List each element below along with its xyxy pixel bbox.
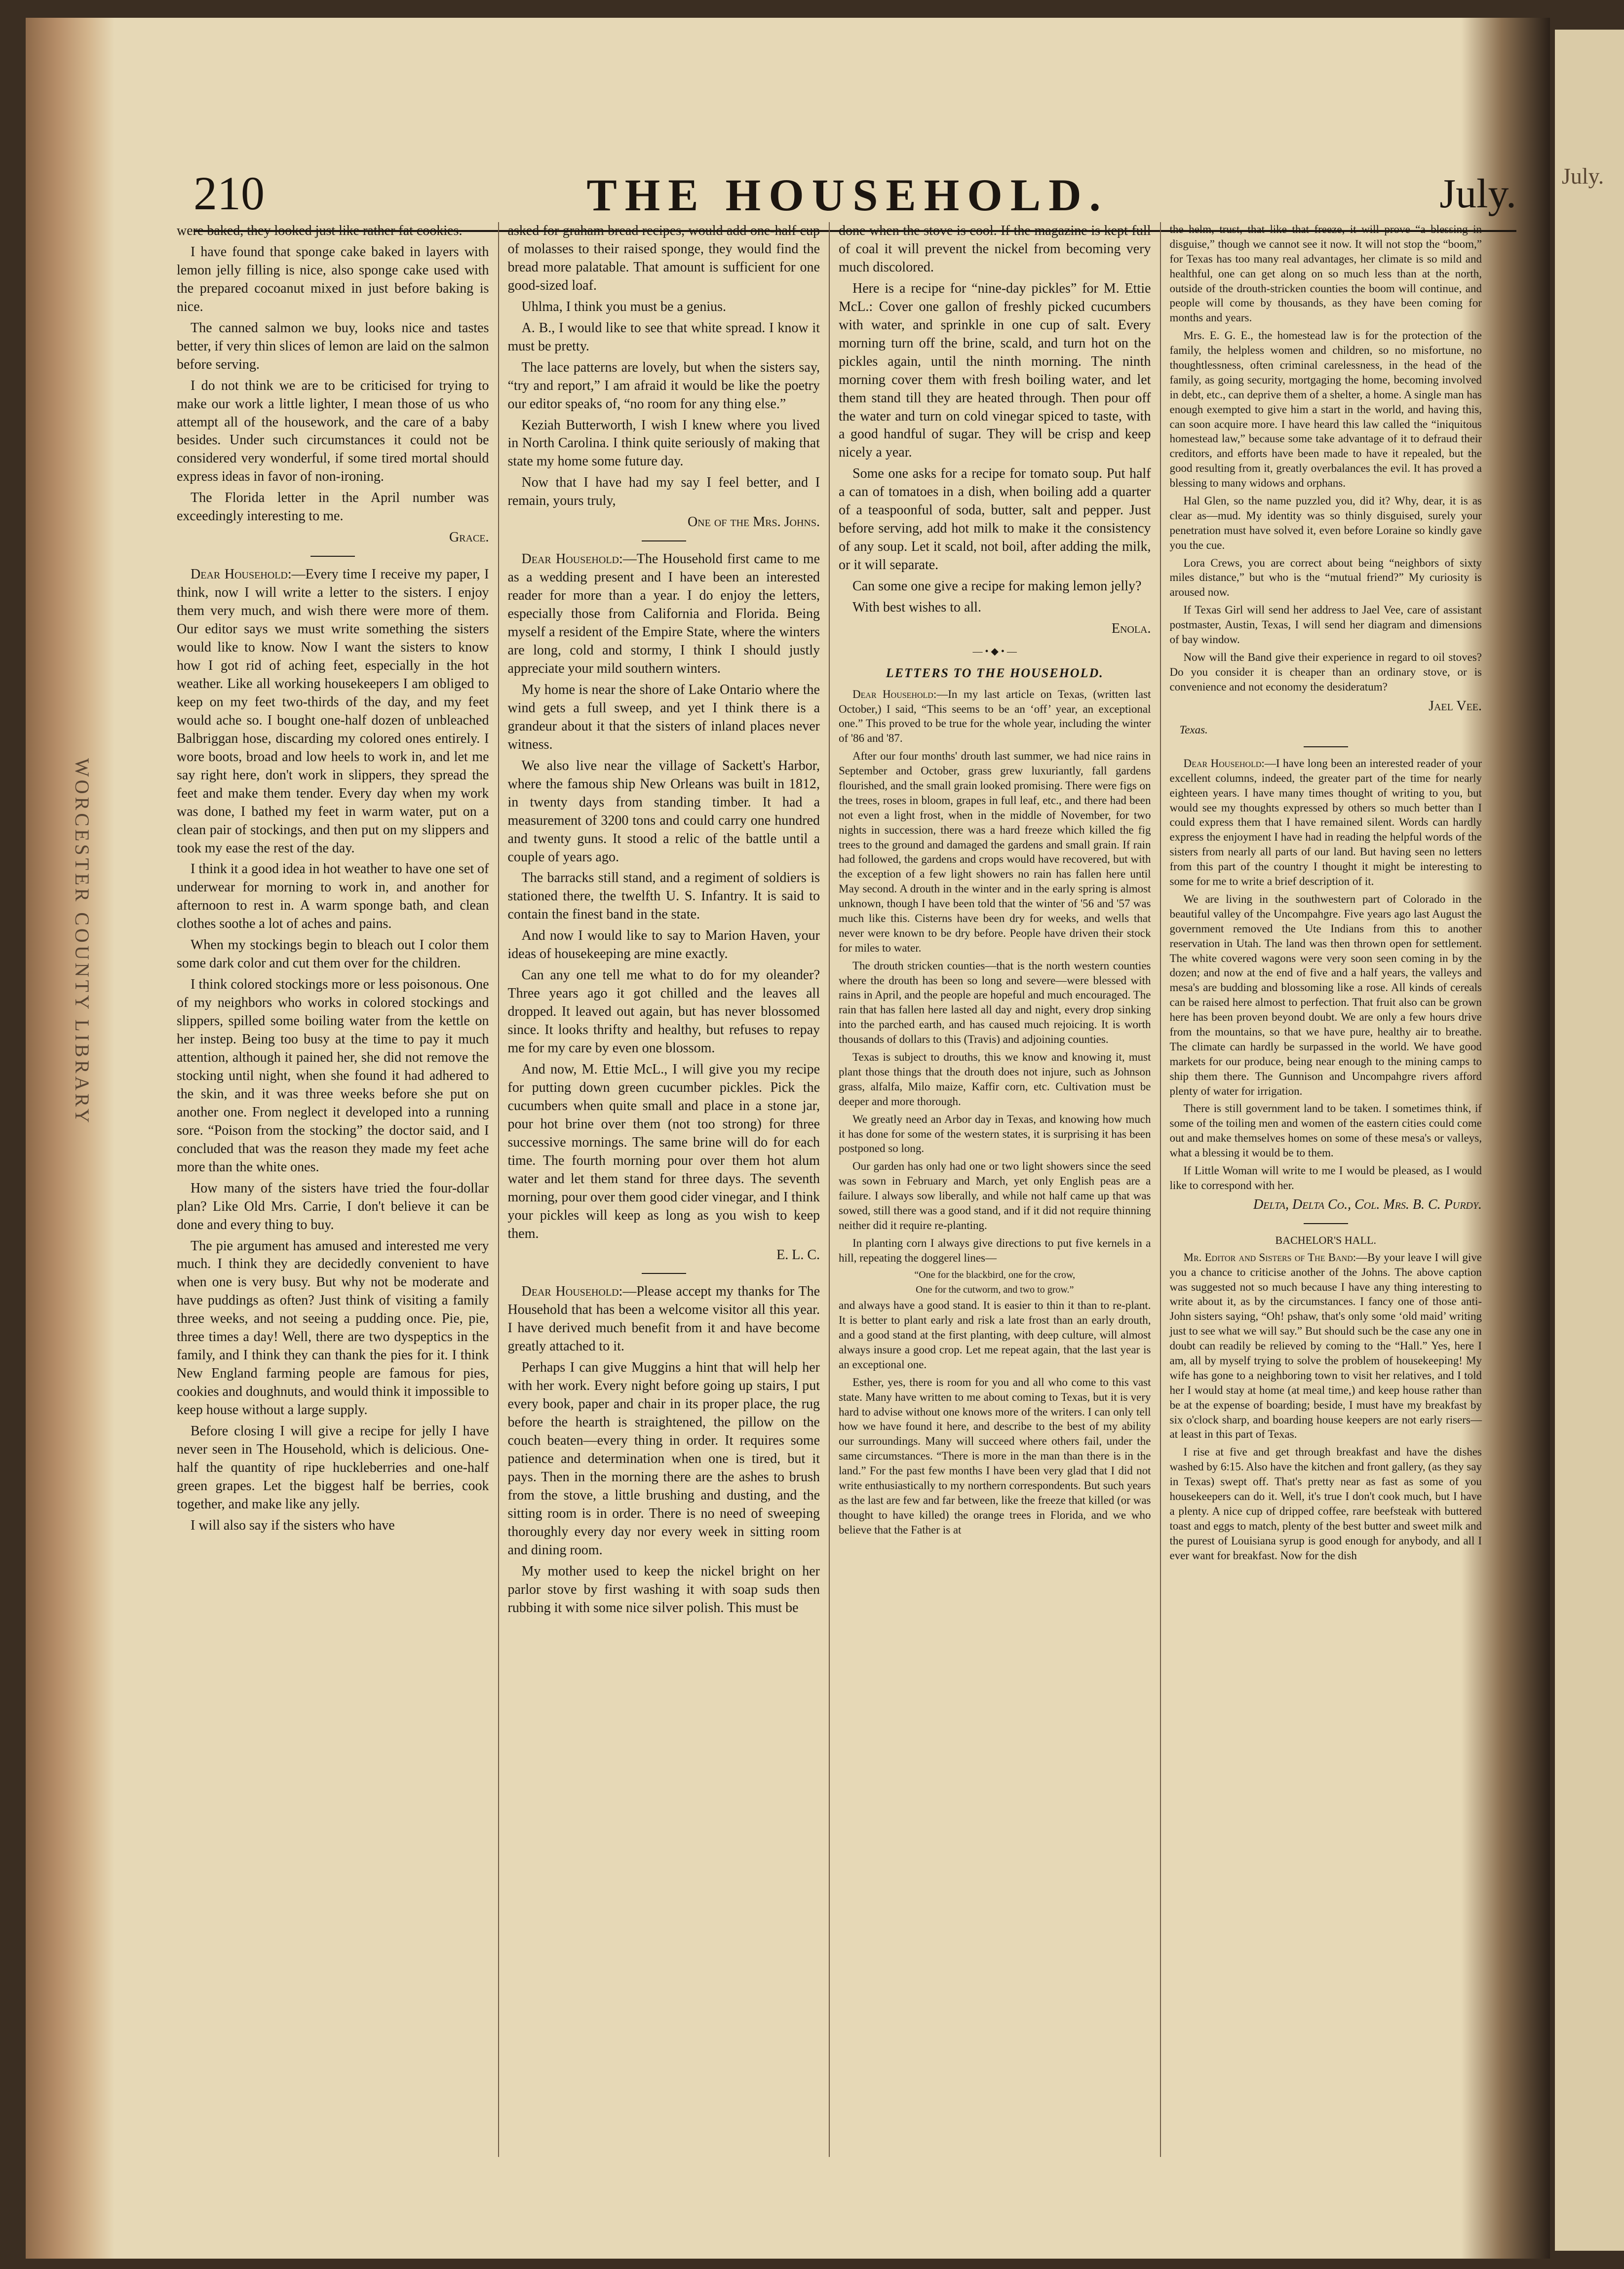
paragraph: I will also say if the sisters who have xyxy=(191,1517,395,1533)
paragraph: Here is a recipe for “nine-day pickles” for M. Ettie McL.: Cover one gallon of freshly picked cucumbers with water, and sprinkle in one cup of salt. Every morning turn off the brine, scald, and turn hot on the pickles again, until the ninth morning. The ninth morning cover them with fresh boiling water, and let them stand till they are heated through. Then pour off the water and turn on cold vinegar spiced to taste, with a good handful of sugar. They will be crisp and keep nicely a year. xyxy=(839,280,1151,461)
paragraph: There is still government land to be taken. I sometimes think, if some of the toiling men and women of the eastern cities could come out and make themselves homes on some of these mesa's or valleys, what a blessing it would be to them. xyxy=(1169,1102,1482,1159)
letter-opening xyxy=(1170,1250,1482,1442)
paragraph: Now that I have had my say I feel better, and I remain, yours truly, xyxy=(507,475,820,509)
paragraph: I think colored stockings more or less poisonous. One of my neighbors who works in colored stockings and slippers, spilled some boiling water from the kettle on her instep. Being too busy at the time to pay it much attention, although it pained her, she did not remove the stocking until night, when she found it had adhered to the skin, and it was three weeks before she put on another one. From neglect it developed into a running sore. “Poison from the stocking” the doctor said, and I concluded that was the reason they made my feet ache more than the white ones. xyxy=(177,977,489,1175)
paragraph: Now will the Band give their experience in regard to oil stoves? Do you consider it is cheaper than an ordinary stove, or is convenience and not economy the desideratum? xyxy=(1169,651,1482,693)
paragraph: My home is near the shore of Lake Ontario where the wind gets a full sweep, and yet I think there is a grandeur about it that the sisters of inland places never witness. xyxy=(507,682,820,752)
column-1 xyxy=(168,222,498,2157)
paragraph: The Florida letter in the April number was exceedingly interesting to me. xyxy=(177,490,489,524)
paragraph: Uhlma, I think you must be a genius. xyxy=(521,299,727,314)
paragraph-text: —The Household first came to me as a wedding present and I have been an interested reader for more than a year. I do enjoy the letters, especially those from California and Florida. Being myself a resident of the Empire State, where the winters are long, cold and stormy, I think I should justly appreciate your mild southern winters. xyxy=(507,551,820,676)
article-columns xyxy=(168,222,1491,2157)
paragraph: Can any one tell me what to do for my oleander? Three years ago it got chilled and the leaves all dropped. It leaved out again, but has never blossomed since. It looks thrifty and healthy, but refuses to repay me for my care by even one blossom. xyxy=(507,967,820,1056)
paragraph: The drouth stricken counties—that is the north western counties where the drouth has been so long and severe—were blessed with rains in April, and the people are hopeful and much encouraged. The rain that has fallen here lasted all day and night, every drop sinking into the parched earth, and has caused much rejoicing. It is worth thousands of dollars to this (Travis) and adjoining counties. xyxy=(839,959,1151,1046)
paragraph: I rise at five and get through breakfast and have the dishes washed by 6:15. Also have the kitchen and front gallery, (as they say in Texas) swept off. That's pretty near as fast as some of you housekeepers can do it. Well, it's true I don't cook much, but I have a plenty. A nice cup of dripped coffee, rare beefsteak with buttered toast and eggs to match, plenty of the best butter and sweet milk and the purest of Louisiana syrup is good enough for anybody, and all I ever want for breakfast. Now for the dish xyxy=(1169,1446,1482,1562)
paragraph: The canned salmon we buy, looks nice and tastes better, if very thin slices of lemon are laid on the salmon before serving. xyxy=(177,320,489,372)
paragraph: A. B., I would like to see that white spread. I know it must be pretty. xyxy=(507,320,820,354)
paragraph: The barracks still stand, and a regiment of soldiers is stationed there, the twelfth U. S. Infantry. It is said to contain the finest band in the state. xyxy=(507,870,820,923)
paragraph: and always have a good stand. It is easier to thin it than to re-plant. It is better to plant early and risk a late frost than an early drouth, and a good stand at the first planting, with deep culture, will almost always insure a good crop. Let me repeat again, that the last year is an exceptional one. xyxy=(839,1299,1151,1371)
paragraph: If Texas Girl will send her address to Jael Vee, care of assistant postmaster, Austin, Texas, I will send her diagram and dimensions of bay window. xyxy=(1169,604,1482,646)
paragraph: Hal Glen, so the name puzzled you, did it? Why, dear, it is as clear as—mud. My identity was so thinly disguised, surely your penetration must have solved it, even before Loraine so kindly gave you the cue. xyxy=(1169,495,1482,551)
paragraph: And now, M. Ettie McL., I will give you my recipe for putting down green cucumber pickles. Pick the cucumbers when quite small and place in a stone jar, pour hot brine over them (not too strong) for three successive mornings. The same brine will do for each time. The fourth morning pour over them hot alum water and let them stand for three days. The seventh morning, pour over them good cider vinegar, and I think your pickles will keep as long as you wish to keep them. xyxy=(507,1061,820,1241)
paragraph: the helm, trust, that like that freeze, it will prove “a blessing in disguise,” though we cannot see it now. It will not stop the “boom,” for Texas has too many real advantages, her climate is so mild and healthful, one can get along on so much less than at the north, outside of the drouth-stricken counties the boom will continue, and people will come by thousands, as they have been coming for months and years. xyxy=(1169,223,1482,324)
letter-signature: Delta, Delta Co., Col. Mrs. B. C. Purdy. xyxy=(1253,1196,1482,1212)
letter-opening xyxy=(839,687,1151,746)
paragraph-text: —I have long been an interested reader of your excellent columns, indeed, the greater part of the time for nearly eighteen years. I have many times thought of writing to you, but would see my thoughts expressed by others so much better than I could express them that I have remained silent. Words can hardly express the enjoyment I have had in reading the helpful words of the sisters from nearly all parts of our land. But having seen no letters from this part of the country I thought it might be interesting to some for me to write a brief description of it. xyxy=(1169,757,1482,888)
book-binding xyxy=(26,18,115,2259)
paragraph: Our garden has only had one or two light showers since the seed was sown in February and March, yet only English peas are a failure. I always sow liberally, and while not half came up that was sowed, still there was a good stand, and if it did not require thinning neither did it require re-planting. xyxy=(839,1160,1151,1231)
paragraph-text: —In my last article on Texas, (written last October,) I said, “This seems to be an ‘off’ year, an exceptional one.” This proved to be true for the whole year, including the winter of '86 and '87. xyxy=(839,688,1151,745)
small-print-letter xyxy=(839,687,1151,1538)
adjacent-page-header: July. xyxy=(1562,163,1604,189)
masthead-title: THE HOUSEHOLD. xyxy=(586,170,1109,220)
paragraph: I do not think we are to be criticised for trying to make our work a little lighter, I mean those of us who attempt all of the housework, and the care of a baby besides. Under such circumstances it could not be considered very wonderful, if some tired mortal should express ideas in favor of non-ironing. xyxy=(177,378,489,485)
letter-salutation: Dear Household: xyxy=(1183,757,1265,769)
paragraph: Esther, yes, there is room for you and all who come to this vast state. Many have written to me about coming to Texas, but it is very hard to advise without one knows more of the writers. I can only tell how we have found it here, and describe to the best of my ability our surroundings. Many will succeed where others fail, under the same circumstances. “There is more in the man than there is in the land.” For the past few months I have been very glad that I did not write enthusiastically to my northern correspondents. But such years as the last are few and far between, like the freeze that killed (or was thought to have killed) the orange trees in Florida, and we who believe that the Father is at xyxy=(839,1376,1151,1536)
letter-signature: E. L. C. xyxy=(776,1247,820,1263)
paragraph: In planting corn I always give directions to put five kernels in a hill, repeating the doggerel lines— xyxy=(839,1236,1151,1264)
paragraph: We greatly need an Arbor day in Texas, and knowing how much it has done for some of the western states, it is surprising it has been postponed so long. xyxy=(839,1113,1151,1155)
letter-opening xyxy=(508,550,820,678)
page-header xyxy=(174,166,1521,230)
paragraph-text: —Please accept my thanks for The Household that has been a welcome visitor all this year. I have derived much benefit from it and have become greatly attached to it. xyxy=(507,1284,820,1354)
paragraph: Lora Crews, you are correct about being “neighbors of sixty miles distance,” but who is the “mutual friend?” My curiosity is aroused now. xyxy=(1169,556,1482,599)
issue-month: July. xyxy=(1439,171,1516,217)
paragraph: And now I would like to say to Marion Haven, your ideas of housekeeping are mine exactly. xyxy=(507,928,820,962)
column-3 xyxy=(829,222,1160,2157)
section-divider xyxy=(642,1273,686,1274)
letter-salutation: Dear Household: xyxy=(521,551,623,567)
letter-signature: One of the Mrs. Johns. xyxy=(687,514,820,530)
paragraph: If Little Woman will write to me I would be pleased, as I would like to correspond with her. xyxy=(1169,1164,1482,1192)
paragraph: Some one asks for a recipe for tomato soup. Put half a can of tomatoes in a dish, when boiling add a quarter of a teaspoonful of soda, butter, salt and pepper. Just before serving, add hot milk to make it the consistency of any soup. Let it scald, not boil, after adding the milk, or it will separate. xyxy=(839,466,1151,573)
paragraph: My mother used to keep the nickel bright on her parlor stove by first washing it with soap suds then rubbing it with some nice silver polish. This must be xyxy=(507,1563,820,1615)
paragraph: The pie argument has amused and interested me very much. I think they are decidedly convenient to have when one is very busy. But why not be moderate and have puddings as often? Just think of visiting a family three weeks, and not seeing a pudding once. Pie, pie, three times a day! Well, there are two dyspeptics in the family, and I think they can thank the pies for it. I think New England farming people are famous for pies, cookies and doughnuts, and would think it impossible to keep house without a large supply. xyxy=(177,1238,489,1418)
paragraph: With best wishes to all. xyxy=(852,600,981,615)
section-divider xyxy=(642,540,686,541)
ornament-divider: — • ◆ • — xyxy=(972,646,1017,657)
paragraph: Perhaps I can give Muggins a hint that will help her with her work. Every night before going up stairs, I put every book, paper and chair in its proper place, the rug before the hearth is straightened, the pillow on the couch beaten—every thing in order. It requires some patience and determination when one is tired, but it pays. Then in the morning there are the ashes to brush from the stove, a little brushing and dusting, and the sitting room is in order. There is no need of sweeping thoroughly every day nor every week in sitting room and dining room. xyxy=(507,1360,820,1558)
section-divider xyxy=(1304,746,1348,747)
section-heading: LETTERS TO THE HOUSEHOLD. xyxy=(886,666,1104,681)
section-divider xyxy=(1304,1223,1348,1224)
signature-place: Texas. xyxy=(1179,723,1208,736)
letter-salutation: Dear Household: xyxy=(191,567,292,582)
paragraph: We also live near the village of Sackett's Harbor, where the famous ship New Orleans was built in 1812, in twenty days from standing timber. It had a measurement of 3200 tons and could carry one hundred and twenty guns. It stood a relic of the battle until a couple of years ago. xyxy=(507,758,820,865)
paragraph: Can some one give a recipe for making lemon jelly? xyxy=(852,578,1142,594)
paragraph: Texas is subject to drouths, this we know and knowing it, must plant those things that the drouth does not injure, such as Johnson grass, alfalfa, Milo maize, Kaffir corn, etc. Cultivation must be deeper and more thorough. xyxy=(839,1051,1151,1108)
paragraph: We are living in the southwestern part of Colorado in the beautiful valley of the Uncompahgre. Five years ago last August the government removed the Ute Indians from this to another reservation in Utah. The land was then thrown open for settlement. The white covered wagons were very soon seen coming in by the dozen; and now at the end of five and a half years, the valleys and mesa's are budding and blossoming like a rose. All kinds of cereals can be raised here almost to perfection. That fruit also can be grown here has been proven beyond doubt. We are only a few hours drive from the mountains, so that we have pure, healthy air to breathe. The climate can hardly be surpassed in the world. We have good markets for our produce, being near enough to the mining camps to ship them there. The Gunnison and Uncompahgre rivers afford plenty of water for irrigation. xyxy=(1169,892,1482,1097)
letter-signature: Jael Vee. xyxy=(1429,698,1482,714)
spine-label: WORCESTER COUNTY LIBRARY xyxy=(71,758,93,1126)
verse-line: One for the cutworm, and two to grow.” xyxy=(916,1284,1074,1295)
paragraph: After our four months' drouth last summer, we had nice rains in September and October, grass grew luxuriantly, fall gardens flourished, and the small grain looked promising. There were figs on the trees, roses in bloom, grapes in full leaf, etc., and there had been not even a light frost, when in the middle of November, for two nights in succession, there was a hard freeze which killed the fig trees to the ground and damaged the gardens and small grain. If rain had followed, the gardens and crops would have recovered, but with the exception of a few light showers no rain has fallen here until May second. A drouth in the winter and in the early spring is almost unknown, though I have been told that the winter of '56 and '57 was much like this. Cisterns have been dry for weeks, and wells that never were known to be dry before. People have driven their stock for miles to water. xyxy=(839,750,1151,954)
letter-salutation: Dear Household: xyxy=(521,1284,623,1300)
paragraph: When my stockings begin to bleach out I color them some dark color and cut them over for the children. xyxy=(177,937,489,971)
section-divider xyxy=(310,556,355,557)
section-heading: BACHELOR'S HALL. xyxy=(1275,1233,1376,1246)
letter-signature: Grace. xyxy=(449,530,489,545)
paragraph: asked for graham bread recipes, would add one-half cup of molasses to their raised sponge, they would find the bread more palatable. That amount is sufficient for one good-sized loaf. xyxy=(507,223,820,293)
verse-line: “One for the blackbird, one for the crow, xyxy=(914,1269,1076,1280)
paragraph: Mrs. E. G. E., the homestead law is for the protection of the family, the helpless women and children, so no misfortune, no thoughtlessness, often criminal carelessness, in the head of the family, as going security, mortgaging the home, becoming involved in debt, etc., can deprive them of a shelter, a home. A single man has enough exempted to give him a start in the world, and having this, can soon acquire more. I have heard this law called the “iniquitous homestead law,” because some take advantage of it to defraud their creditors, and efforts have been made to have it repealed, but the good resulting from it, greatly overbalances the evil. It has proved a blessing to many widows and orphans. xyxy=(1169,329,1482,490)
paragraph: I have found that sponge cake baked in layers with lemon jelly filling is nice, also sponge cake used with the prepared cocoanut mixed in just before baking is nice. xyxy=(177,244,489,314)
paragraph: How many of the sisters have tried the four-dollar plan? Like Old Mrs. Carrie, I don't believe it can be done and every thing to buy. xyxy=(177,1180,489,1232)
adjacent-page-edge xyxy=(1555,30,1624,2251)
letter-opening xyxy=(508,1283,820,1356)
letter-opening xyxy=(177,566,489,857)
letter-salutation: Mr. Editor and Sisters of The Band: xyxy=(1183,1251,1356,1264)
paragraph: Before closing I will give a recipe for jelly I have never seen in The Household, which is delicious. One-half the quantity of ripe huckleberries and one-half green grapes. Let the biggest half be berries, cook together, and make like any jelly. xyxy=(177,1423,489,1512)
letter-opening xyxy=(1170,756,1482,889)
letter-salutation: Dear Household: xyxy=(852,688,937,700)
paragraph-text: —By your leave I will give you a chance to criticise another of the Johns. The above caption was suggested not so much because I have any thing interesting to write about it, as by the circumstances. I fancy one of those anti-John sisters saying, “Oh! pshaw, that's only some ‘old maid’ writing just to see what we will say.” But should such be the case any one in doubt can readily be relieved by coming to the “Hall.” Yes, here I am, all by myself trying to solve the problem of housekeeping! My wife has gone to a neighboring town to visit her relatives, and I told her I would stay at home (at meal time,) and keep house rather than be at the expense of boarding; beside, I must have my breakfast by six o'clock sharp, and boarding house keepers are not early risers—at least in this part of Texas. xyxy=(1169,1251,1482,1441)
paragraph: Keziah Butterworth, I wish I knew where you lived in North Carolina. I think quite seriously of making that state my home some future day. xyxy=(507,417,820,469)
column-4 xyxy=(1160,222,1491,2157)
paragraph: done when the stove is cool. If the magazine is kept full of coal it will prevent the nickel from becoming very much discolored. xyxy=(839,223,1151,275)
letter-signature: Enola. xyxy=(1111,621,1151,637)
paragraph: were baked, they looked just like rather fat cookies. xyxy=(177,223,463,238)
paragraph: I think it a good idea in hot weather to have one set of underwear for morning to work in, and another for afternoon to rest in. A warm sponge bath, and clean clothes soothe a lot of aches and pains. xyxy=(177,861,489,932)
paragraph-text: —Every time I receive my paper, I think, now I will write a letter to the sisters. I enjoy them very much, and wish there were more of them. Our editor says we must write something the sisters would like to know. Now I want the sisters to know how I got rid of aching feet, especially in the hot weather. Like all working housekeepers I am obliged to keep on my feet two-thirds of the day, and my feet would ache so. I bought one-half dozen of unbleached Balbriggan hose, discarding my colored ones entirely. I wore boots, broad and low heels to work in, and let me say right here, don't work in slippers, they spread the feet and make them tender. Every day when my work was done, I bathed my feet in warm water, put on a clean pair of stockings, and then put on my slippers and took my ease the rest of the day. xyxy=(177,567,489,856)
paragraph: The lace patterns are lovely, but when the sisters say, “try and report,” I am afraid it would be like the poetry our editor speaks of, “no room for any thing else.” xyxy=(507,359,820,412)
column-2 xyxy=(498,222,829,2157)
page-number: 210 xyxy=(193,167,265,220)
